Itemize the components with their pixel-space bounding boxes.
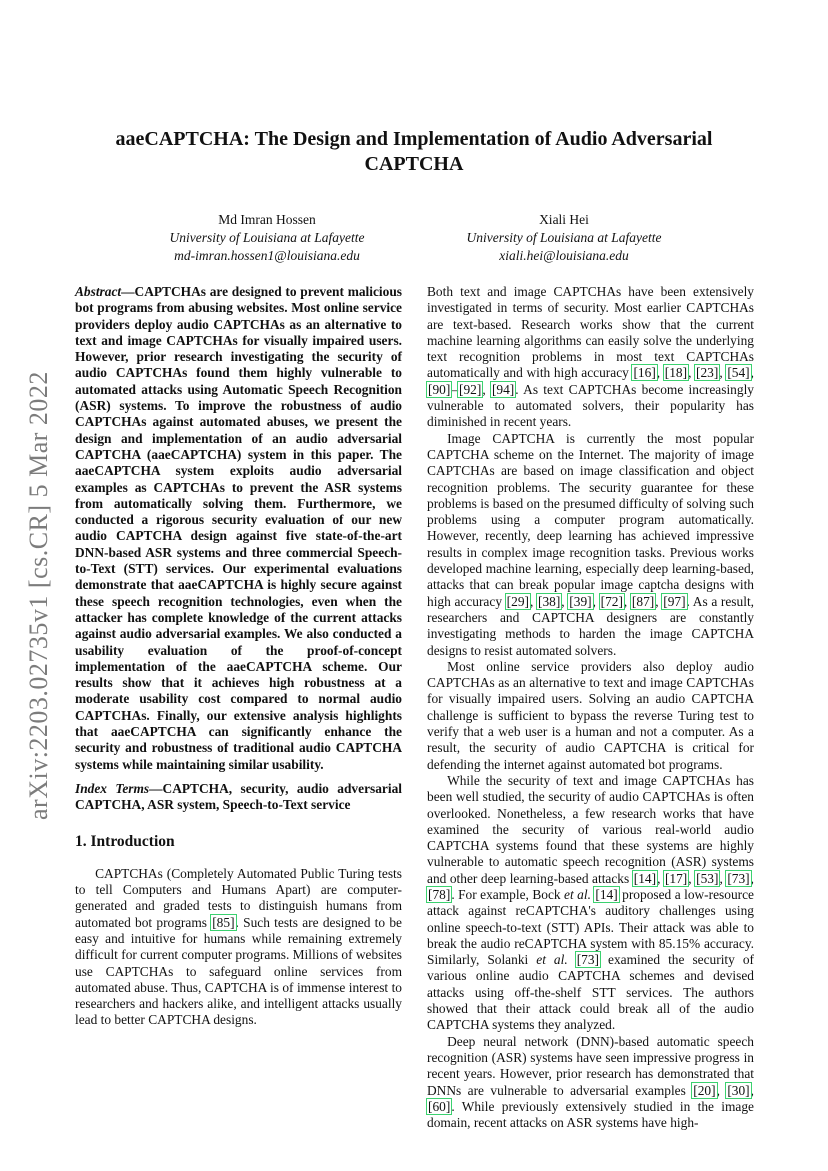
citation-link[interactable]: [14] (595, 886, 618, 902)
citation-link[interactable]: [38] (537, 593, 561, 609)
author-block-2 (414, 211, 714, 265)
paragraph (427, 659, 754, 773)
text-run (568, 952, 576, 967)
text-run: , (482, 381, 491, 397)
text-run: Image CAPTCHA is currently the most popular CAPTCHA scheme on the Internet. The majority of image CAPTCHAs are based on image classification and object recognition problems. The security guarantee for these problems is based on the presumed difficulty of solving such problems using a computer program automatically. However, recently, deep learning has achieved impressive results in complex image recognition tasks. Previous works developed machine learning, especially deep learning-based, attacks that can break popular image captcha designs with high accuracy (427, 430, 754, 609)
text-run: examined the security of various online audio CAPTCHA schemes and devised attacks using off-the-shelf STT services. The authors showed that their attack could break all of the audio CAPTCHA systems they analyzed. (427, 952, 754, 1033)
citation-link[interactable]: [14] (633, 870, 657, 886)
text-run: While the security of text and image CAPTCHAs has been well studied, the security of audio CAPTCHAs is often overlooked. Nonetheless, a few research works that have examined the security of various real-world audio CAPTCHA systems found that these systems are highly vulnerable to automatic speech recognition (ASR) systems and other deep learning-based attacks (427, 772, 754, 886)
citation-link[interactable]: [87] (631, 593, 655, 609)
text-run: , (688, 365, 696, 381)
paragraph (427, 431, 754, 659)
paragraph (427, 1034, 754, 1132)
text-run: , (655, 593, 663, 609)
citation-link[interactable]: [54] (727, 365, 750, 381)
citation-link[interactable]: [53] (696, 870, 719, 886)
citation-link[interactable]: [18] (664, 365, 688, 381)
text-run: , (656, 365, 664, 381)
author-block-1 (117, 211, 417, 265)
arxiv-identifier: arXiv:2203.02735v1 [cs.CR] 5 Mar 2022 (24, 371, 53, 820)
text-run: , (750, 365, 754, 381)
abstract (75, 284, 402, 773)
author-name: Md Imran Hossen (218, 212, 316, 227)
paper-title: aaeCAPTCHA: The Design and Implementation of Audio Adversarial CAPTCHA (115, 128, 713, 175)
paragraph (427, 773, 754, 1034)
citation-link[interactable]: [94] (491, 381, 515, 397)
index-terms-text: —CAPTCHA, security, audio adversarial CAPTCHA, ASR system, Speech-to-Text service (75, 780, 402, 813)
citation-link[interactable]: [16] (633, 365, 656, 381)
text-run: , (561, 593, 569, 609)
index-terms-lead: Index Terms (75, 780, 150, 796)
text-run: . For example, Bock (451, 886, 565, 902)
left-column (75, 284, 402, 1029)
text-run: . As text CAPTCHAs become increasingly vulnerable to automated solvers, their popularity has diminished in recent years. (427, 381, 754, 430)
author-email: xiali.hei@louisiana.edu (499, 248, 629, 263)
citation-link[interactable]: [29] (506, 593, 529, 609)
citation-link[interactable]: [78] (428, 886, 451, 902)
citation-link[interactable]: [30] (727, 1082, 750, 1098)
citation-link[interactable]: [97] (663, 593, 686, 609)
citation-link[interactable]: [39] (569, 593, 592, 609)
citation-link[interactable]: [73] (576, 952, 600, 968)
text-run: , (716, 1082, 727, 1098)
citation-link[interactable]: [17] (664, 870, 688, 886)
citation-link[interactable]: [92] (459, 381, 482, 397)
citation-link[interactable]: [73] (727, 870, 750, 886)
text-run: , (657, 870, 664, 886)
text-run: , (688, 870, 696, 886)
text-run: et al. (564, 886, 591, 902)
paragraph (427, 284, 754, 431)
text-run: – (451, 381, 459, 397)
text-run: Both text and image CAPTCHAs have been extensively investigated in terms of security. Most earlier CAPTCHAs are text-based. Research works show that the current machine learning algorithms can easily solve the underlying text recognition problems in most text CAPTCHAs automatically and with high accuracy (427, 284, 754, 381)
text-run: . While previously extensively studied in the image domain, recent attacks on ASR systems have high- (427, 1098, 754, 1131)
text-run: CAPTCHAs (Completely Automated Public Turing tests to tell Computers and Humans Apart) are computer-generated and graded tests to distinguish humans from automated bot programs (75, 865, 402, 930)
text-run: Most online service providers also deploy audio CAPTCHAs as an alternative to text and image CAPTCHAs for visually impaired users. Solving an audio CAPTCHA challenge is sufficient to bypass the reverse Turing test to verify that a web user is a human and not a computer. As a result, the security of audio CAPTCHA is critical for defending the internet against automated bot programs. (427, 658, 754, 772)
citation-link[interactable]: [20] (693, 1082, 716, 1098)
right-column (427, 284, 754, 1131)
index-terms (75, 781, 402, 814)
text-run: , (719, 365, 727, 381)
author-affiliation: University of Louisiana at Lafayette (169, 230, 365, 245)
abstract-lead: Abstract (75, 284, 122, 299)
citation-link[interactable]: [23] (696, 365, 719, 381)
text-run: , (750, 1082, 754, 1098)
text-run: , (750, 870, 754, 886)
abstract-text: —CAPTCHAs are designed to prevent malicious bot programs from abusing websites. Most online service providers deploy audio CAPTCHAs as an alternative to text and image CAPTCHAs for visually impaired users. However, prior research investigating the security of audio CAPTCHAs found them highly vulnerable to automated attacks using Automatic Speech Recognition (ASR) systems. To improve the robustness of audio CAPTCHAs against automated abuses, we present the design and implementation of an audio adversarial CAPTCHA (aaeCAPTCHA) system in this paper. The aaeCAPTCHA system exploits audio adversarial examples as CAPTCHAs to prevent the ASR systems from automatically solving them. Furthermore, we conducted a rigorous security evaluation of our new audio CAPTCHA design against five state-of-the-art DNN-based ASR systems and three commercial Speech-to-Text (STT) services. Our experimental evaluations demonstrate that aaeCAPTCHA is highly secure against these speech recognition technologies, even when the attacker has complete knowledge of the current attacks against audio adversarial examples. We also conducted a usability evaluation of the proof-of-concept implementation of the aaeCAPTCHA scheme. Our results show that it achieves high robustness at a moderate usability cost compared to normal audio CAPTCHAs. Finally, our extensive analysis highlights that aaeCAPTCHA can significantly enhance the security and robustness of traditional audio CAPTCHA systems while maintaining similar usability. (75, 284, 402, 772)
text-run: , (529, 593, 537, 609)
paragraph (75, 866, 402, 1029)
text-run: , (719, 870, 727, 886)
author-affiliation: University of Louisiana at Lafayette (466, 230, 662, 245)
text-run: . As a result, researchers and CAPTCHA designers are constantly investigating methods to harden the image CAPTCHA designs to resist automated solvers. (427, 593, 755, 658)
text-run: , (623, 593, 631, 609)
text-run: . Such tests are designed to be easy and intuitive for humans while remaining extremely difficult for current computer programs. Millions of websites use CAPTCHAs to safeguard online services from automated abuse. Thus, CAPTCHA is of immense interest to researchers and hackers alike, and intelligent attacks usually lead to better CAPTCHA designs. (75, 914, 403, 1028)
text-run: et al. (536, 952, 568, 968)
text-run: , (592, 593, 600, 609)
author-name: Xiali Hei (539, 212, 589, 227)
section-heading-introduction: 1. Introduction (75, 832, 175, 850)
author-email: md-imran.hossen1@louisiana.edu (174, 248, 360, 263)
text-run: proposed a low-resource attack against reCAPTCHA's auditory challenges using online speech-to-text (STT) APIs. Their attack was able to break the audio reCAPTCHA system with 85.15% accuracy. Similarly, Solanki (427, 886, 754, 968)
citation-link[interactable]: [72] (600, 593, 623, 609)
citation-link[interactable]: [85] (212, 914, 235, 930)
citation-link[interactable]: [90] (428, 381, 451, 397)
citation-link[interactable]: [60] (428, 1098, 451, 1114)
text-run: Deep neural network (DNN)-based automatic speech recognition (ASR) systems have seen impressive progress in recent years. However, prior research has demonstrated that DNNs are vulnerable to adversarial examples (427, 1033, 754, 1098)
